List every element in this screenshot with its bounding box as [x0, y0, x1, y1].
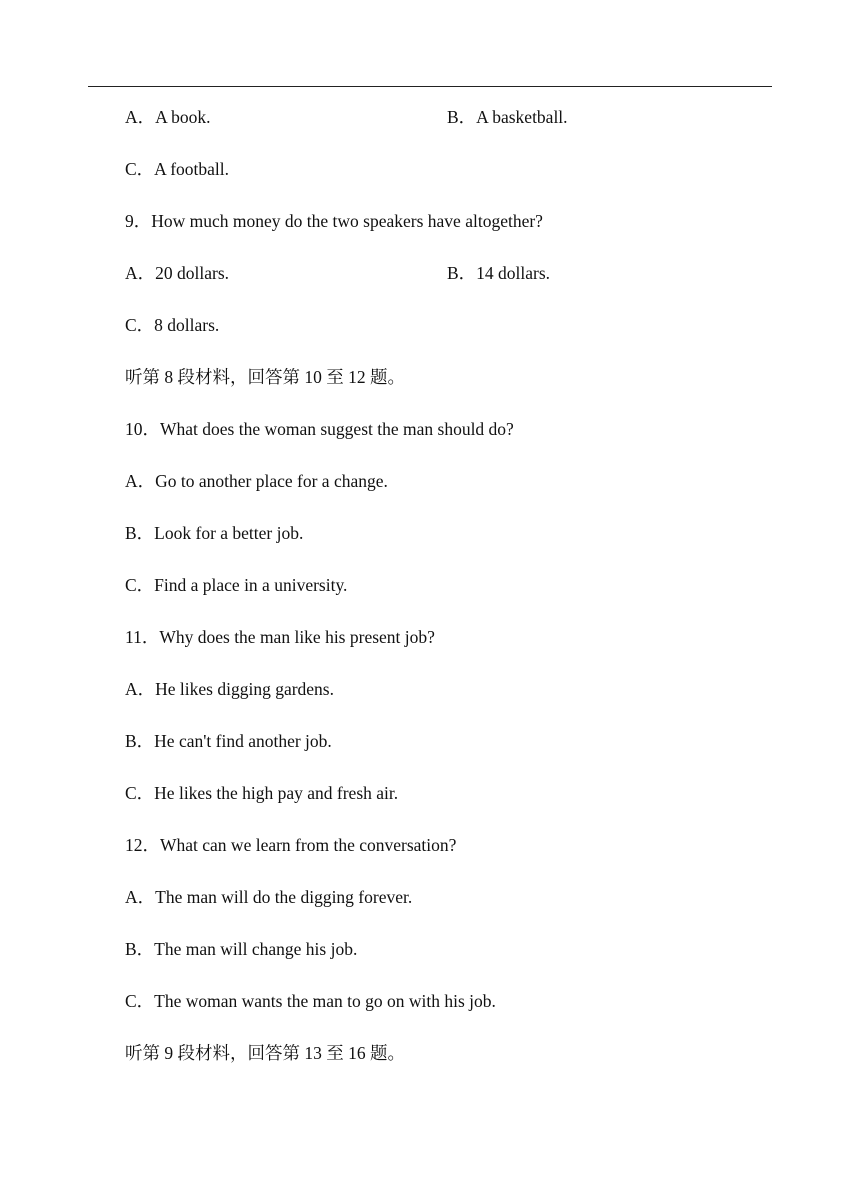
q9-question: 9．How much money do the two speakers have altogether? [125, 211, 543, 231]
q8-option-b: B．A basketball. [447, 107, 568, 127]
q12-option-b: B．The man will change his job. [125, 939, 358, 959]
q8-option-c: C．A football. [125, 159, 230, 179]
q10-question: 10．What does the woman suggest the man should do? [125, 419, 514, 439]
q8-option-a: A．A book. [125, 107, 211, 127]
section9-heading: 听第 9 段材料，回答第 13 至 16 题。 [125, 1043, 405, 1063]
q12-option-c: C．The woman wants the man to go on with his job. [125, 991, 496, 1011]
q9-option-c: C．8 dollars. [125, 315, 220, 335]
q10-option-c: C．Find a place in a university. [125, 575, 348, 595]
q11-option-c: C．He likes the high pay and fresh air. [125, 783, 399, 803]
q10-option-b: B．Look for a better job. [125, 523, 304, 543]
q9-option-b: B．14 dollars. [447, 263, 551, 283]
q11-option-a: A．He likes digging gardens. [125, 679, 334, 699]
q11-option-b: B．He can't find another job. [125, 731, 332, 751]
q12-option-a: A．The man will do the digging forever. [125, 887, 413, 907]
header-rule [88, 86, 772, 87]
section8-heading: 听第 8 段材料，回答第 10 至 12 题。 [125, 367, 405, 387]
q10-option-a: A．Go to another place for a change. [125, 471, 388, 491]
q11-question: 11．Why does the man like his present job? [125, 627, 435, 647]
q9-option-a: A．20 dollars. [125, 263, 230, 283]
q12-question: 12．What can we learn from the conversation? [125, 835, 457, 855]
